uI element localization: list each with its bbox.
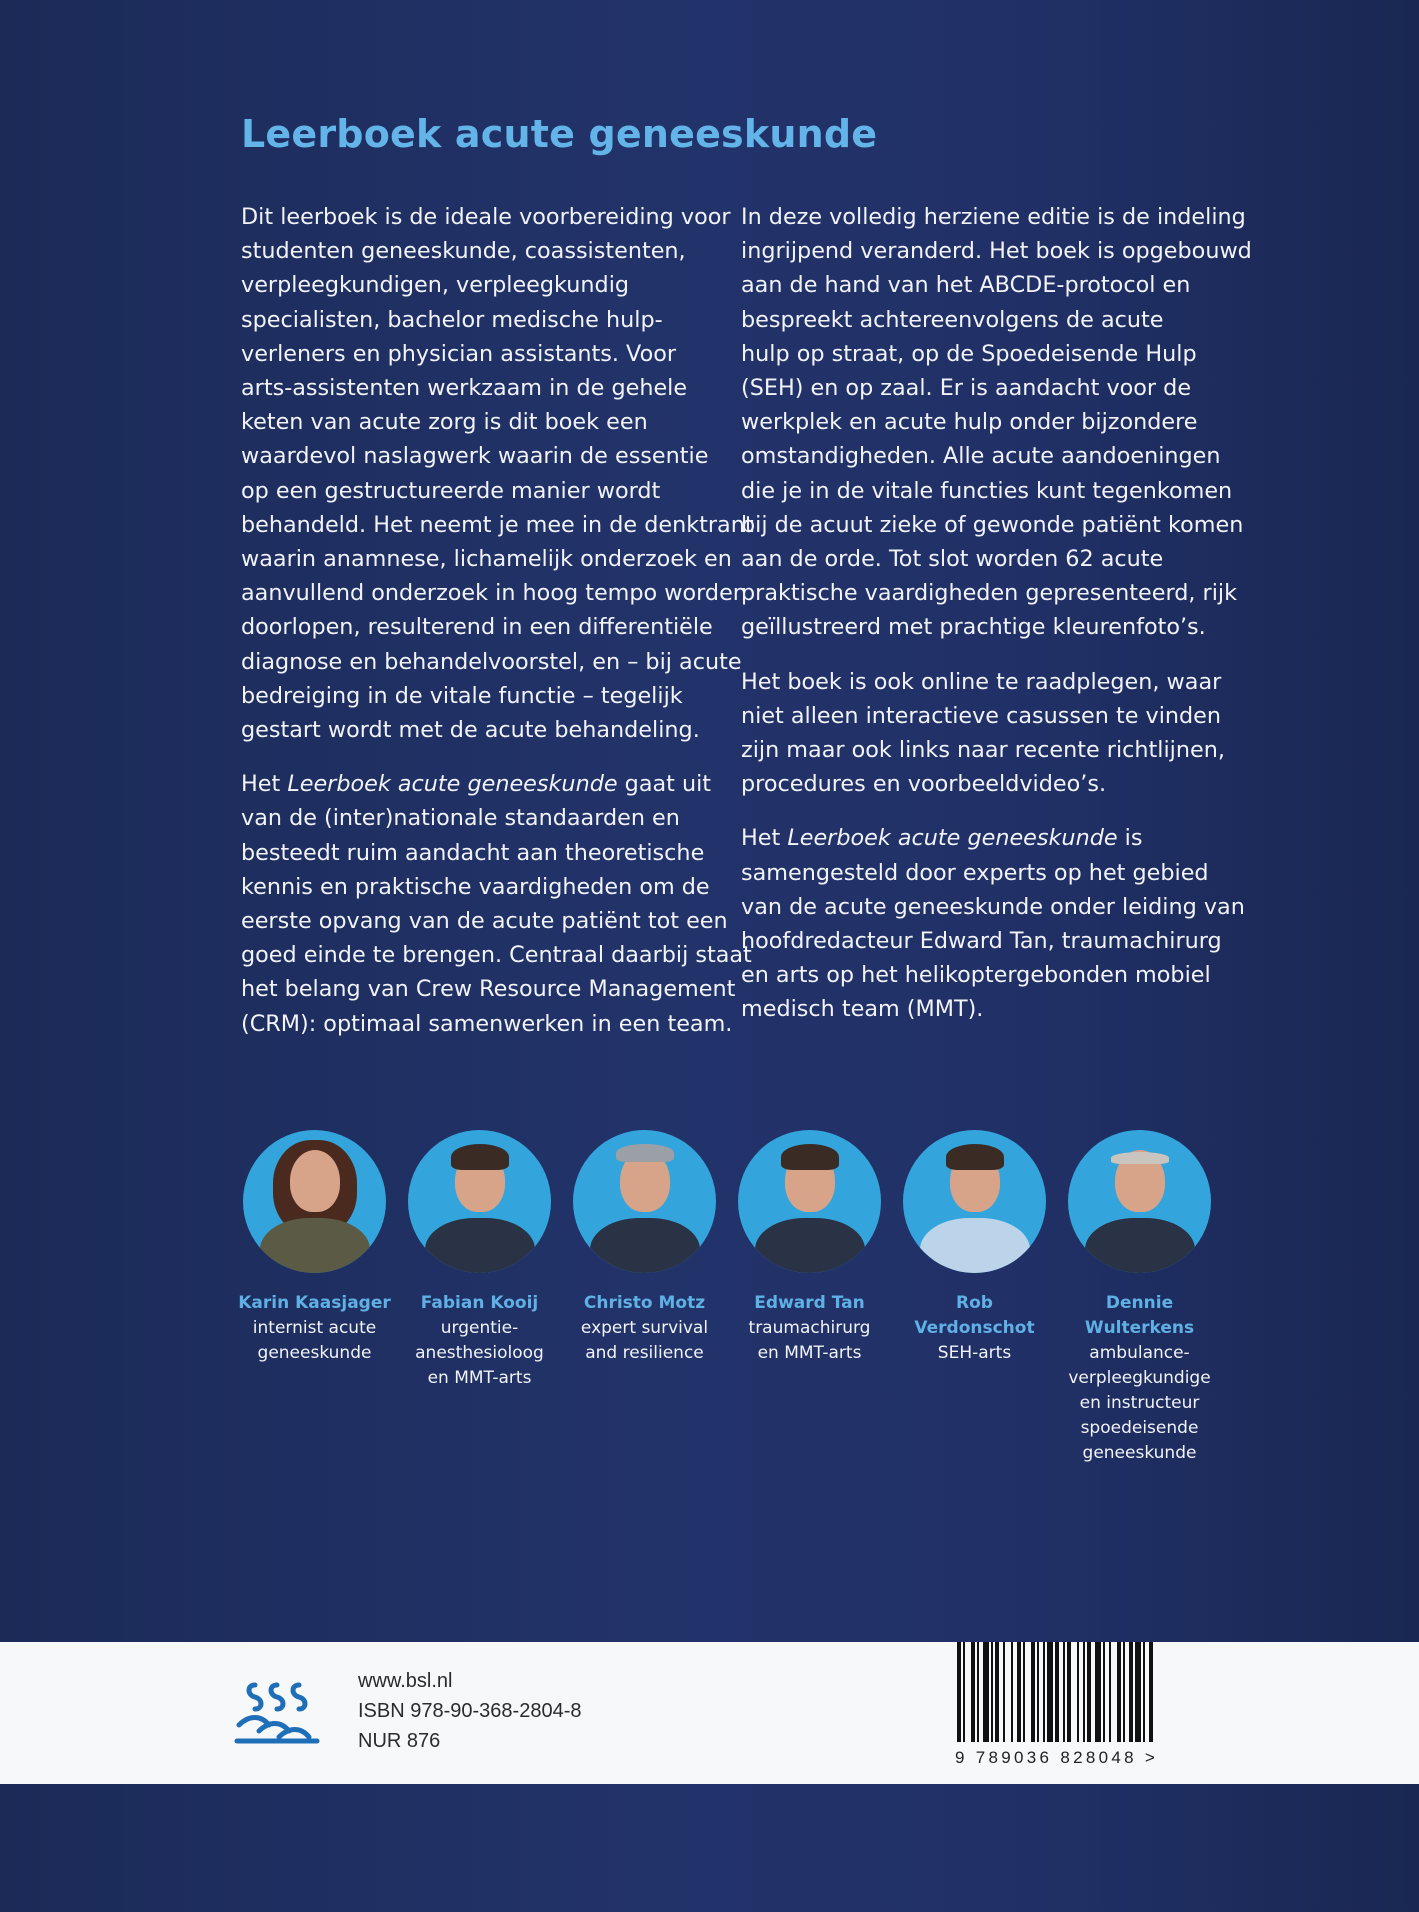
text-line: (SEH) en op zaal. Er is aandacht voor de [741, 375, 1192, 402]
author-photo [243, 1130, 386, 1273]
author-role: ambulance- verpleegkundige en instructeur spoedeisende geneeskunde [1068, 1343, 1211, 1463]
text-line: bij de acuut zieke of gewonde patiënt komen [741, 511, 1244, 538]
text-line: waardevol naslagwerk waarin de essentie [241, 443, 709, 470]
barcode-bar [1023, 1642, 1025, 1742]
author-role: urgentie- anesthesioloog en MMT-arts [415, 1318, 544, 1388]
author-name: Dennie Wulterkens [1084, 1293, 1195, 1338]
barcode-bar [1135, 1642, 1141, 1742]
text-line: keten van acute zorg is dit boek een [241, 409, 648, 436]
text-line: geïllustreerd met prachtige kleurenfoto’s. [741, 614, 1206, 641]
author-role: expert survival and resilience [580, 1318, 709, 1363]
barcode-bar [1067, 1642, 1071, 1742]
barcode-bar [971, 1642, 975, 1742]
barcode-bar [1011, 1642, 1013, 1742]
barcode-bar [1063, 1642, 1065, 1742]
text-line [741, 821, 1221, 855]
isbn-text: ISBN 978-90-368-2804-8 [358, 1700, 582, 1722]
text-line: medisch team (MMT). [741, 996, 984, 1023]
text-fragment: is [1117, 825, 1143, 852]
barcode-bar [1143, 1642, 1145, 1742]
text-line: eerste opvang van de acute patiënt tot een [241, 908, 728, 935]
book-title-italic: Leerboek acute geneeskunde [787, 825, 1118, 852]
barcode-bar [1087, 1642, 1091, 1742]
author-photo [408, 1130, 551, 1273]
author-name: Fabian Kooij [420, 1293, 539, 1313]
blurb-paragraph [741, 821, 1245, 1026]
barcode-bar [1103, 1642, 1105, 1742]
text-line: studenten geneeskunde, coassistenten, [241, 238, 686, 265]
barcode-bar [1003, 1642, 1005, 1742]
barcode-bar [983, 1642, 989, 1742]
barcode-bar [1047, 1642, 1053, 1742]
text-line [241, 767, 711, 801]
text-line: verpleegkundigen, verpleegkundig [241, 272, 630, 299]
text-line: arts-assistenten werkzaam in de gehele [241, 375, 688, 402]
text-line: aan de hand van het ABCDE-protocol en [741, 272, 1191, 299]
text-line: praktische vaardigheden gepresenteerd, rijk [741, 580, 1238, 607]
text-line: en arts op het helikoptergebonden mobiel [741, 962, 1211, 989]
text-line: op een gestructureerde manier wordt [241, 477, 661, 504]
text-line: diagnose en behandelvoorstel, en – bij acute [241, 648, 742, 675]
text-line: werkplek en acute hulp onder bijzondere [741, 409, 1198, 436]
text-line: besteedt ruim aandacht aan theoretische [241, 839, 705, 866]
author-card [892, 1130, 1057, 1366]
blurb-paragraph [241, 767, 752, 1041]
barcode-bar [957, 1642, 961, 1742]
barcode-bar [1083, 1642, 1085, 1742]
blurb-left-column [241, 200, 754, 1061]
author-photo [903, 1130, 1046, 1273]
author-photo [1068, 1130, 1211, 1273]
text-line: In deze volledig herziene editie is de indeling [741, 204, 1246, 230]
author-role: SEH-arts [937, 1343, 1012, 1363]
author-photo [573, 1130, 716, 1273]
barcode-bar [1017, 1642, 1021, 1742]
blurb-paragraph [741, 665, 1225, 802]
barcode-bar [977, 1642, 979, 1742]
barcode-bar [1031, 1642, 1035, 1742]
blurb-paragraph [741, 200, 1252, 645]
publisher-info [358, 1666, 581, 1756]
author-name: Edward Tan [754, 1293, 865, 1313]
book-title: Leerboek acute geneeskunde [241, 112, 878, 156]
author-name: Karin Kaasjager [238, 1293, 391, 1313]
barcode-digits: 9 789036 828048 > [955, 1748, 1159, 1767]
text-line: aanvullend onderzoek in hoog tempo worden [241, 580, 747, 607]
author-card [727, 1130, 892, 1366]
text-line: bedreiging in de vitale functie – tegelijk [241, 682, 683, 709]
barcode-bar [1077, 1642, 1079, 1742]
text-line: van de (inter)nationale standaarden en [241, 805, 680, 832]
book-title-italic: Leerboek acute geneeskunde [287, 771, 618, 798]
barcode-bar [1123, 1642, 1125, 1742]
author-portraits [232, 1130, 1222, 1480]
text-line: omstandigheden. Alle acute aandoeningen [741, 443, 1221, 470]
text-line: samengesteld door experts op het gebied [741, 859, 1209, 886]
author-card [562, 1130, 727, 1366]
text-line: hoofdredacteur Edward Tan, traumachirurg [741, 928, 1222, 955]
barcode-bar [1095, 1642, 1101, 1742]
barcode-bar [1129, 1642, 1133, 1742]
text-line: het belang van Crew Resource Management [241, 976, 736, 1003]
text-line: kennis en praktische vaardigheden om de [241, 873, 710, 900]
barcode-bar [963, 1642, 965, 1742]
text-line: procedures en voorbeeldvideo’s. [741, 771, 1107, 798]
text-line: van de acute geneeskunde onder leiding van [741, 893, 1245, 920]
author-name: Christo Motz [583, 1293, 706, 1313]
author-card [232, 1130, 397, 1366]
blurb-right-column [741, 200, 1252, 1047]
publisher-website[interactable]: www.bsl.nl [358, 1670, 453, 1692]
text-line: bespreekt achtereenvolgens de acute [741, 306, 1164, 333]
text-line: die je in de vitale functies kunt tegenkomen [741, 477, 1233, 504]
text-line: ingrijpend veranderd. Het boek is opgebouwd [741, 238, 1252, 265]
text-fragment: Het [741, 825, 788, 852]
text-line: behandeld. Het neemt je mee in de denktrant [241, 511, 754, 538]
text-line: aan de orde. Tot slot worden 62 acute [741, 546, 1164, 573]
barcode-bar [991, 1642, 993, 1742]
text-line: niet alleen interactieve casussen te vinden [741, 702, 1222, 729]
text-line: zijn maar ook links naar recente richtlijnen, [741, 737, 1225, 764]
publisher-strip [0, 1642, 1419, 1784]
text-fragment: gaat uit [617, 771, 712, 798]
barcode-bar [1037, 1642, 1039, 1742]
text-line: Dit leerboek is de ideale voorbereiding voor [241, 204, 731, 230]
author-photo [738, 1130, 881, 1273]
publisher-logo-icon [233, 1677, 323, 1749]
author-role: traumachirurg en MMT-arts [748, 1318, 871, 1363]
text-line: hulp op straat, op de Spoedeisende Hulp [741, 340, 1197, 367]
text-line: Het boek is ook online te raadplegen, waar [741, 668, 1222, 695]
text-line: (CRM): optimaal samenwerken in een team. [241, 1010, 733, 1037]
text-fragment: Het [241, 771, 288, 798]
author-card [1057, 1130, 1222, 1466]
text-line: waarin anamnese, lichamelijk onderzoek en [241, 546, 732, 573]
blurb-paragraph [241, 200, 754, 747]
barcode-bar [1117, 1642, 1121, 1742]
barcode-bar [1055, 1642, 1059, 1742]
text-line: verleners en physician assistants. Voor [241, 340, 677, 367]
barcode-bar [995, 1642, 999, 1742]
barcode-bar [1043, 1642, 1045, 1742]
text-line: gestart wordt met de acute behandeling. [241, 717, 700, 744]
text-line: goed einde te brengen. Centraal daarbij staat [241, 942, 752, 969]
text-line: doorlopen, resulterend in een differentiële [241, 614, 713, 641]
text-line: specialisten, bachelor medische hulp- [241, 306, 663, 333]
barcode-bar [1149, 1642, 1153, 1742]
nur-text: NUR 876 [358, 1730, 441, 1752]
author-role: internist acute geneeskunde [252, 1318, 377, 1363]
author-card [397, 1130, 562, 1391]
barcode-bar [1109, 1642, 1111, 1742]
author-name: Rob Verdonschot [914, 1293, 1035, 1338]
